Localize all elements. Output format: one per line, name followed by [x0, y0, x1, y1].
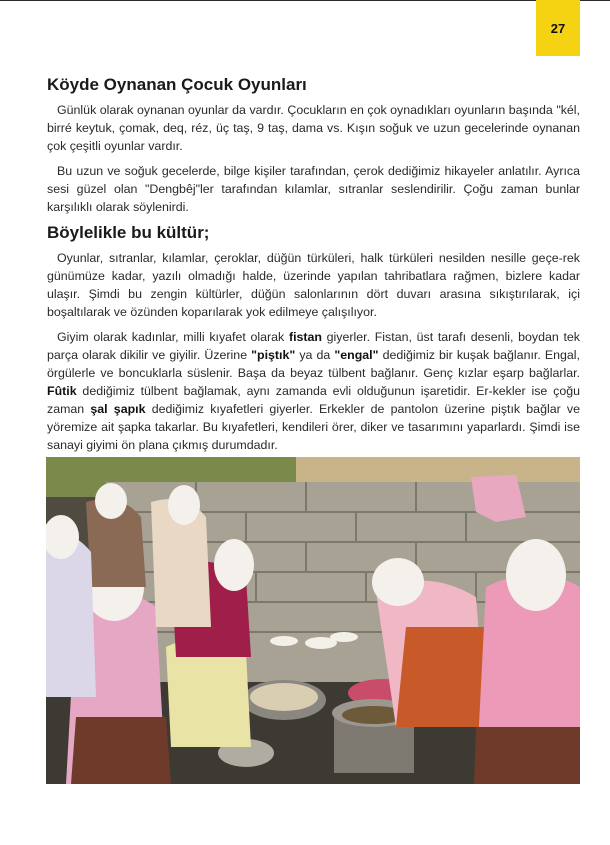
paragraph-clothing: Giyim olarak kadınlar, milli kıyafet olarak fistan giyerler. Fistan, üst tarafı desenli, boydan tek parça olarak dikilir ve giyilir. Üzerine "piştık" ya da "engal" dediğimiz bir kuşak bağlanır. Engal, örgülerle ve boncuklarla süslenir. Başa da beyaz tülbent bağlanır. Genç kızlar eşarp bağlarlar. Fûtik dediğimiz tülbent bağlamak, aynı zamanda evli olduğunun işaretidir. Er-kekler ise çoğu zaman şal şapık dediğimiz kıyafetleri giyerler. Erkekler de pantolon üzerine piştık bağlar ve yöremize ait şapka takarlar. Bu kıyafetleri, kendileri örer, diker ve tasarımını yaparlardı. Şimdi ise sanayi giyimi ön plana çıkmış durumdadır. [47, 330, 581, 452]
page-number: 27 [550, 20, 566, 36]
photo-women-cooking [46, 457, 580, 784]
term-pistik: "piştık" [251, 348, 296, 362]
paragraph: Günlük olarak oynanan oyunlar da vardır. Çocukların en çok oynadıkları oyunların başında "kél, birré keytuk, çomak, deq, réz, üç taş, 9 taş, dama vs. Kışın soğuk ve uzun gecelerinde oynanan çok çeşitli oyunlar vardır. [47, 103, 580, 153]
article-body [47, 70, 580, 454]
section-title-children-games: Köyde Oynanan Çocuk Oyunları [47, 75, 307, 94]
section-title-culture: Böylelikle bu kültür; [47, 223, 210, 242]
term-fistan: fistan [288, 330, 322, 344]
page-number-badge [536, 0, 580, 56]
term-futik: Fûtik [47, 384, 77, 398]
paragraph: Oyunlar, sıtranlar, kılamlar, çeroklar, düğün türküleri, halk türküleri nesilden nesille geçe-rek günümüze kadar, yazılı olmadığı halde, üzerinde yapılan tahribatlara rağmen, bizlere kadar ulaşır. Şimdi bu zengin kültürler, düğün salonlarının dört duvarı arasına sıkıştırılarak, içi boşaltılarak ve özünden koparılarak yok edilmeye çalışılıyor. [47, 251, 580, 319]
paragraph: Bu uzun ve soğuk gecelerde, bilge kişiler tarafından, çerok dediğimiz hikayeler anlatılır. Ayrıca sesi güzel olan "Dengbêj"ler tarafından kılamlar, sıtranlar seslendirilir. Çoğu zaman bunlar karşılıklı olarak söylenirdi. [47, 164, 580, 214]
term-sal-sapik: şal şapık [90, 402, 146, 416]
top-rule [0, 0, 610, 1]
term-engal: "engal" [334, 348, 379, 362]
